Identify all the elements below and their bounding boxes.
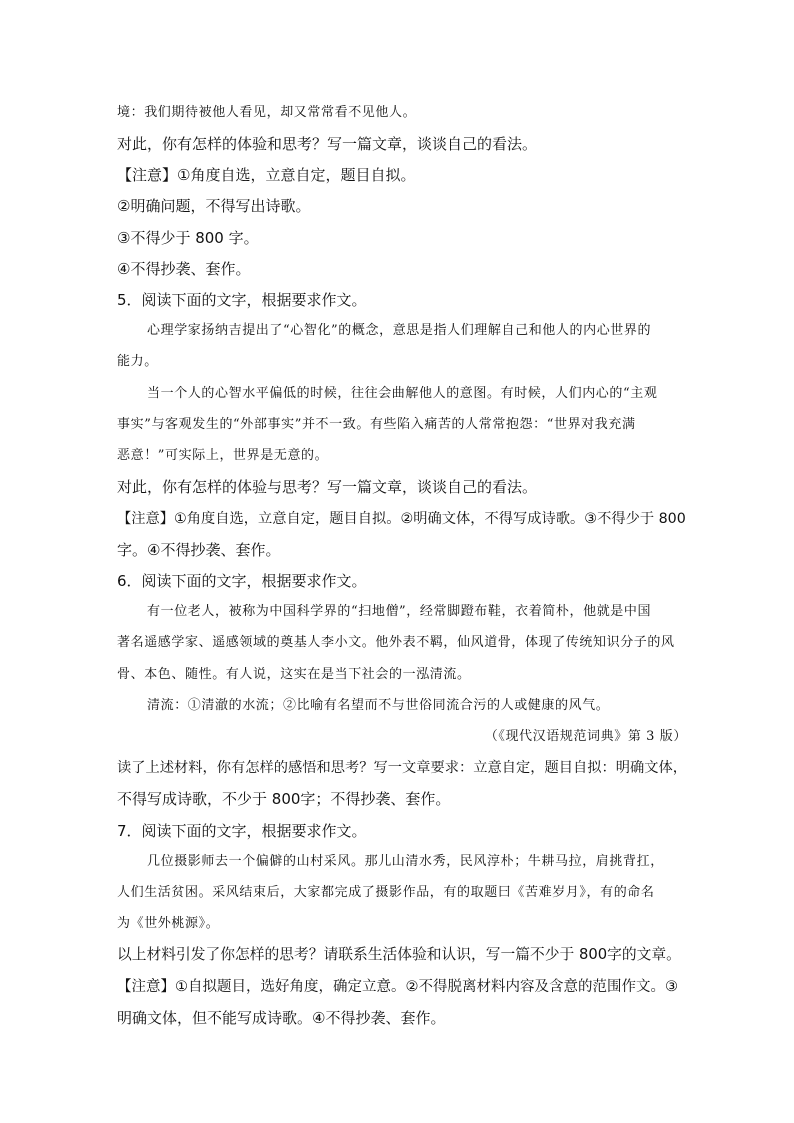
material-line: 事实”与客观发生的“外部事实”并不一致。有些陷入痛苦的人常常抱怨：“世界对我充满 (117, 417, 636, 432)
material-line: 心理学家扬纳吉提出了“心智化”的概念，意思是指人们理解自己和他人的内心世界的 (147, 323, 652, 338)
text-line: 【注意】①角度自选，立意自定，题目自拟。②明确文体，不得写成诗歌。③不得少于 800 (117, 511, 686, 527)
material-line: 为《世外桃源》。 (117, 916, 220, 931)
text-line: 字。④不得抄袭、套作。 (117, 541, 281, 559)
text-line: 不得写成诗歌，不少于 800字；不得抄袭、套作。 (117, 790, 451, 808)
material-line: 有一位老人，被称为中国科学界的“扫地僧”，经常脚蹬布鞋，衣着简朴，他就是中国 (147, 604, 652, 619)
text-line: ③不得少于 800 字。 (117, 229, 259, 247)
material-line: 恶意！”可实际上，世界是无意的。 (117, 448, 329, 463)
text-line: 境：我们期待被他人看见，却又常常看不见他人。 (117, 105, 417, 120)
text-line: 明确文体，但不能写成诗歌。④不得抄袭、套作。 (117, 1009, 446, 1027)
material-line: 能力。 (117, 354, 158, 369)
material-line: 骨、本色、随性。有人说，这实在是当下社会的一泓清流。 (117, 667, 471, 682)
text-line: 【注意】①角度自选，立意自定，题目自拟。 (117, 166, 416, 184)
material-line: 清流：①清澈的水流；②比喻有名望而不与世俗同流合污的人或健康的风气。 (147, 698, 610, 713)
question-heading: 6．阅读下面的文字，根据要求作文。 (117, 572, 367, 590)
source-citation: （《现代汉语规范词典》第 3 版） (484, 729, 687, 744)
text-line: 对此，你有怎样的体验和思考？写一篇文章，谈谈自己的看法。 (117, 135, 538, 153)
material-line: 当一个人的心智水平偏低的时候，往往会曲解他人的意图。有时候，人们内心的“主观 (147, 386, 658, 401)
text-line: 以上材料引发了你怎样的思考？请联系生活体验和认识，写一篇不少于 800字的文章。 (117, 946, 681, 963)
text-line: 对此，你有怎样的体验与思考？写一篇文章，谈谈自己的看法。 (117, 478, 538, 496)
question-heading: 7．阅读下面的文字，根据要求作文。 (117, 822, 367, 840)
material-line: 几位摄影师去一个偏僻的山村采风。那儿山清水秀，民风淳朴；牛耕马拉，肩挑背扛， (147, 854, 664, 869)
text-line: 读了上述材料，你有怎样的感悟和思考？写一文章要求：立意自定，题目自拟：明确文体， (117, 760, 688, 776)
material-line: 著名遥感学家、遥感领域的奠基人李小文。他外表不羁，仙风道骨，体现了传统知识分子的风 (117, 635, 675, 650)
text-line: ④不得抄袭、套作。 (117, 260, 251, 278)
material-line: 人们生活贫困。采风结束后，大家都完成了摄影作品，有的取题曰《苦难岁月》，有的命名 (117, 885, 655, 900)
question-heading: 5．阅读下面的文字，根据要求作文。 (117, 291, 367, 309)
text-line: 【注意】①自拟题目，选好角度，确定立意。②不得脱离材料内容及含意的范围作文。③ (117, 979, 678, 995)
text-line: ②明确问题，不得写出诗歌。 (117, 197, 311, 215)
